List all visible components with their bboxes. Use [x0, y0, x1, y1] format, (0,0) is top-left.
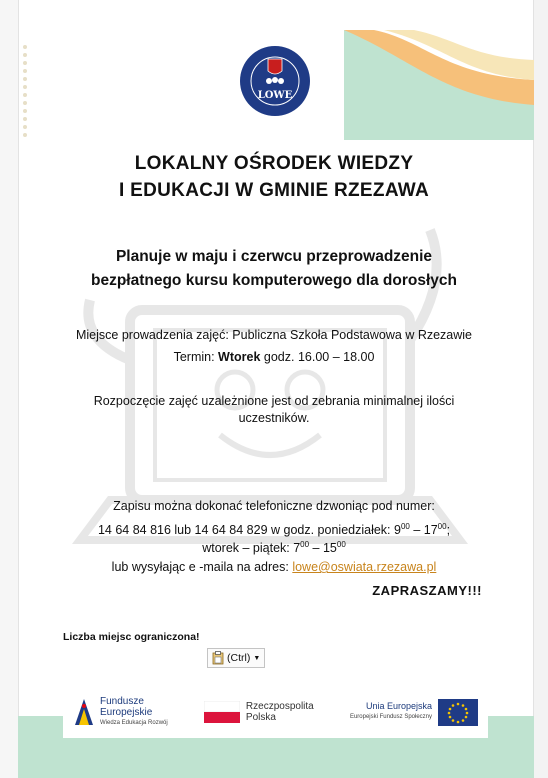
fe-star-icon	[73, 697, 95, 727]
subtitle-line-1: Planuje w maju i czerwcu przeprowadzenie	[115, 248, 433, 265]
start-condition-line-1: Rozpoczęcie zajęć uzależnione jest od zebrania minimalnej ilości	[93, 394, 455, 408]
fundusze-europejskie-logo: Fundusze Europejskie Wiedza Edukacja Rozwój	[73, 696, 168, 729]
subtitle-line-2: bezpłatnego kursu komputerowego dla dorosłych	[90, 272, 458, 289]
eu-flag-icon	[438, 699, 478, 726]
right-scrollbar[interactable]	[533, 0, 548, 778]
corner-wave-decoration	[344, 30, 534, 140]
clipboard-icon	[212, 651, 224, 665]
left-margin	[0, 0, 19, 778]
page-title	[0, 150, 548, 204]
paste-options-label: (Ctrl)	[227, 652, 251, 664]
closing-invitation: ZAPRASZAMY!!!	[372, 583, 482, 598]
paste-options-button[interactable]	[207, 648, 265, 668]
limited-places-note: Liczba miejsc ograniczona!	[63, 631, 200, 643]
lowe-logo	[239, 45, 311, 117]
signup-intro: Zapisu można dokonać telefoniczne dzwoniąc pod numer:	[113, 499, 435, 513]
email-link[interactable]: lowe@oswiata.rzezawa.pl	[292, 560, 437, 574]
funding-logos-footer	[63, 686, 488, 738]
title-line-2: I EDUKACJI W GMINIE RZEZAWA	[119, 180, 429, 201]
decorative-dots	[22, 45, 30, 141]
term-text: Termin: Wtorek godz. 16.00 – 18.00	[173, 350, 375, 364]
phone-hours-tue-fri: wtorek – piątek: $7^{00} - 15^{00}$	[202, 540, 346, 556]
location-text: Miejsce prowadzenia zajęć: Publiczna Szkoła Podstawowa w Rzezawie	[75, 328, 473, 342]
phone-hours-monday: 14 64 84 816 lub 14 64 84 829 w godz. poniedziałek: $9^{00} - 17^{00}$;	[97, 522, 451, 538]
rzeczpospolita-polska-logo: Rzeczpospolita Polska	[204, 701, 314, 723]
logo-acronym: LOWE	[257, 90, 293, 101]
title-line-1: LOKALNY OŚRODEK WIEDZY	[134, 153, 414, 174]
polish-flag-icon	[204, 701, 240, 723]
chevron-down-icon: ▼	[253, 654, 261, 662]
course-announcement	[0, 245, 548, 293]
unia-europejska-logo: Unia Europejska Europejski Fundusz Społeczny	[350, 699, 478, 726]
email-line: lub wysyłając e -maila na adres: lowe@oswiata.rzezawa.pl	[111, 560, 437, 574]
start-condition-line-2: uczestników.	[238, 411, 310, 425]
